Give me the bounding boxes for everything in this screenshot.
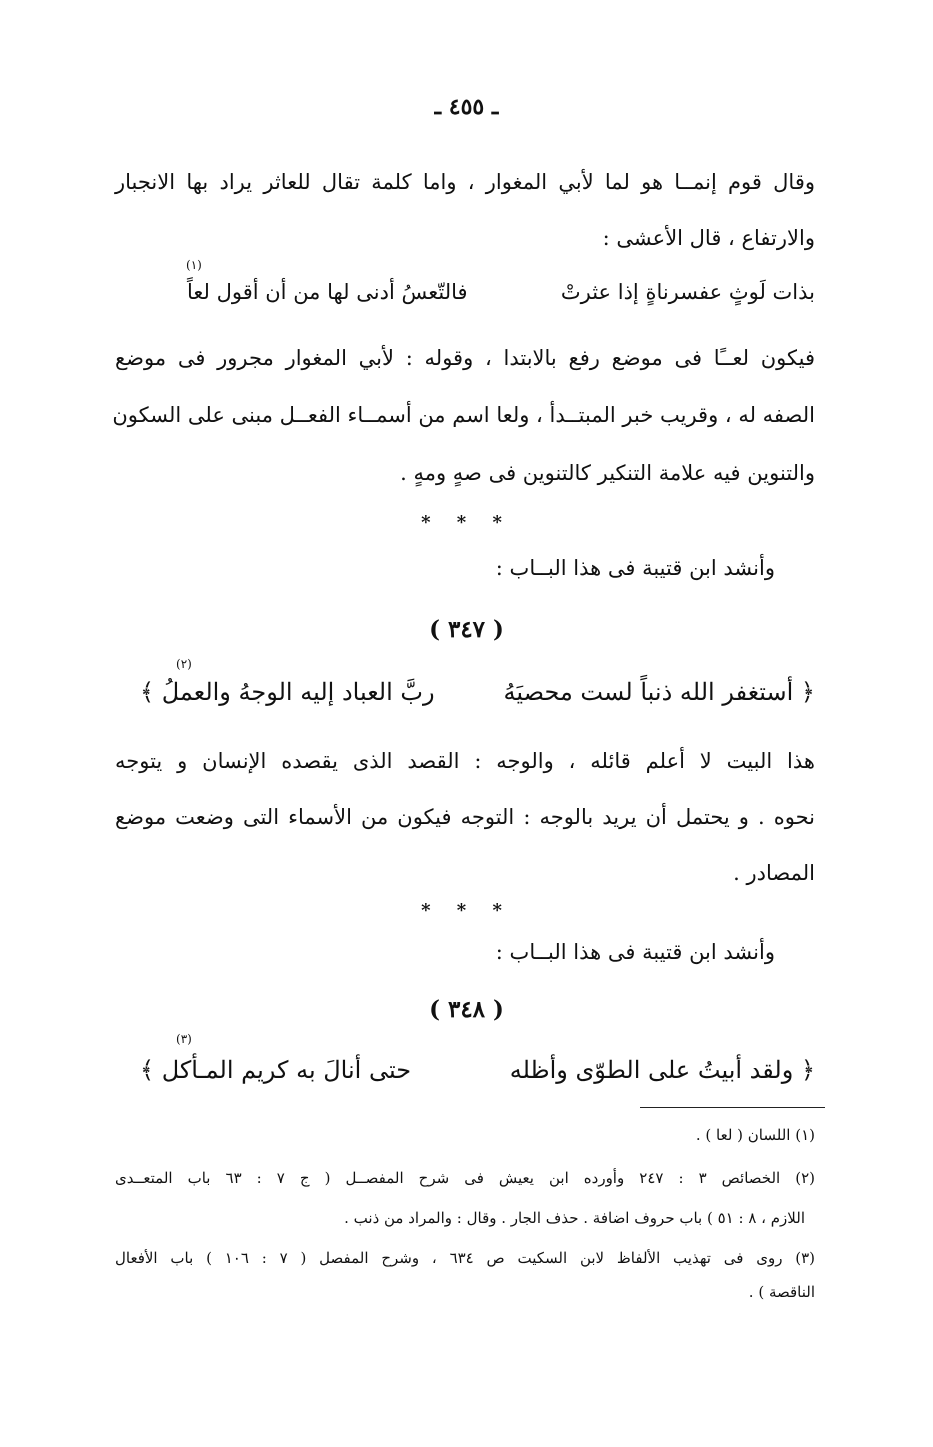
footnote-2-line-2: اللازم ، ٨ : ٥١ ) باب حروف اضافة . حذف الجار . وقال : والمراد من ذنب . [344,1209,805,1227]
verse-1-second-hemistich: فالتّعسُ أدنى لها من أن أقول لعاً [187,280,468,304]
verse-number-348: ( ٣٤٨ ) [429,996,504,1023]
paragraph-1-line-1: وقال قوم إنمــا هو لما لأبي المغوار ، واما كلمة تقال للعاثر يراد بها الانجبار [115,170,815,194]
verse-2-footnote-ref: (٢) [176,657,192,671]
page-number: ـ ٤٥٥ ـ [434,94,499,120]
footnote-1: (١) اللسان ( لعا ) . [695,1126,815,1144]
paragraph-3-line-3: المصادر . [733,861,815,885]
footnote-2-line-1: (٢) الخصائص ٣ : ٢٤٧ وأورده ابن يعيش فى شرح المفصــل ( ج ٧ : ٦٣ باب المتعــدى [115,1169,816,1187]
verse-2-first-hemistich: ﴿ أستغفر الله ذنباً لست محصيَهُ [503,678,815,706]
footnote-separator [640,1107,825,1108]
verse-1-first-hemistich: بذات لَوثٍ عفسرناةٍ إذا عثرتْ [560,280,815,304]
footnote-3-line-2: الناقصة ) . [748,1283,815,1301]
paragraph-1-line-2: والارتفاع ، قال الأعشى : [602,226,815,250]
verse-1-footnote-ref: (١) [186,258,202,272]
section-divider-stars-2: * * * [421,900,512,921]
paragraph-3-line-2: نحوه . و يحتمل أن يريد بالوجه : التوجه فيكون من الأسماء التى وضعت موضع [115,805,815,829]
section-divider-stars: * * * [421,512,512,533]
verse-number-347: ( ٣٤٧ ) [429,616,504,643]
verse-3-second-hemistich: حتى أنالَ به كريم المـأكل ﴾ [140,1056,412,1084]
paragraph-3-line-1: هذا البيت لا أعلم قائله ، والوجه : القصد الذى يقصده الإنسان و يتوجه [115,749,815,773]
intro-line-2: وأنشد ابن قتيبة فى هذا البــاب : [495,940,775,964]
paragraph-2-line-2: الصفه له ، وقريب خبر المبتــدأ ، ولعا اسم من أسمــاء الفعــل مبنى على السكون [112,403,815,427]
verse-2-second-hemistich: ربَّ العباد إليه الوجهُ والعملُ ﴾ [140,678,435,706]
footnote-3-line-1: (٣) روى فى تهذيب الألفاظ لابن السكيت ص ٦٣٤ ، وشرح المفصل ( ٧ : ١٠٦ ) باب الأفعال [115,1249,816,1267]
intro-line-1: وأنشد ابن قتيبة فى هذا البــاب : [495,556,775,580]
paragraph-2-line-3: والتنوين فيه علامة التنكير كالتنوين فى صهٍ ومهٍ . [400,461,815,485]
verse-3-footnote-ref: (٣) [176,1032,192,1046]
paragraph-2-line-1: فيكون لعــًا فى موضع رفع بالابتدا ، وقوله : لأبي المغوار مجرور فى موضع [115,346,815,370]
verse-3-first-hemistich: ﴿ ولقد أبيتُ على الطوّى وأظله [509,1056,815,1084]
